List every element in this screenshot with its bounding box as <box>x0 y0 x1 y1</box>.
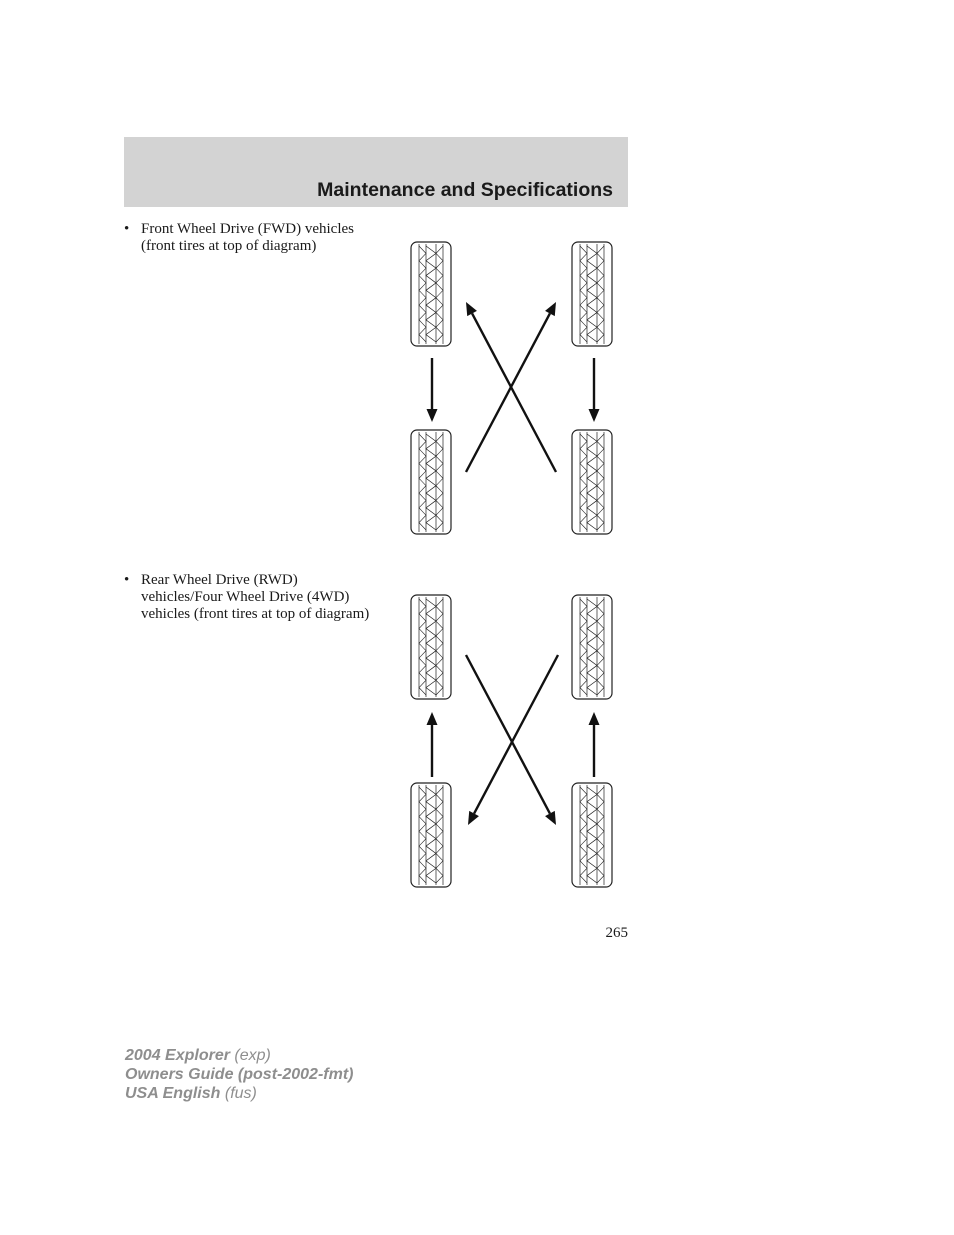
footer-model: 2004 Explorer <box>125 1047 230 1064</box>
bullet-fwd-text: Front Wheel Drive (FWD) vehicles (front tires at top of diagram) <box>141 221 354 254</box>
tire-rear-left <box>411 430 451 534</box>
section-title: Maintenance and Specifications <box>317 179 613 201</box>
arrow-front-left-to-rear-right <box>466 655 556 825</box>
arrow-front-right-to-rear-left <box>468 655 558 825</box>
document-footer <box>125 1046 353 1103</box>
footer-language-code: (fus) <box>224 1085 257 1102</box>
footer-model-code: (exp) <box>234 1047 271 1064</box>
bullet-marker: • <box>124 221 130 237</box>
page-number: 265 <box>605 925 628 941</box>
tire-front-left <box>411 242 451 346</box>
footer-language: USA English <box>125 1085 221 1102</box>
bullet-rwd-text: Rear Wheel Drive (RWD) vehicles/Four Wheel Drive (4WD) vehicles (front tires at top of diagram) <box>141 572 370 622</box>
tire-front-right <box>572 595 612 699</box>
tire-rear-right <box>572 430 612 534</box>
arrow-rear-right-to-front <box>589 712 600 777</box>
arrow-rear-left-to-front <box>427 712 438 777</box>
tire-rear-left <box>411 783 451 887</box>
bullet-rwd <box>124 572 376 623</box>
tire-front-left <box>411 595 451 699</box>
bullet-fwd <box>124 221 376 255</box>
footer-guide: Owners Guide (post-2002-fmt) <box>125 1066 354 1083</box>
fwd-rotation-diagram <box>398 238 626 538</box>
section-header-band <box>124 137 628 207</box>
tire-front-right <box>572 242 612 346</box>
arrow-front-left-to-rear <box>427 358 438 422</box>
arrow-front-right-to-rear <box>589 358 600 422</box>
tire-rear-right <box>572 783 612 887</box>
rwd-rotation-diagram <box>398 591 626 891</box>
bullet-marker: • <box>124 572 130 588</box>
